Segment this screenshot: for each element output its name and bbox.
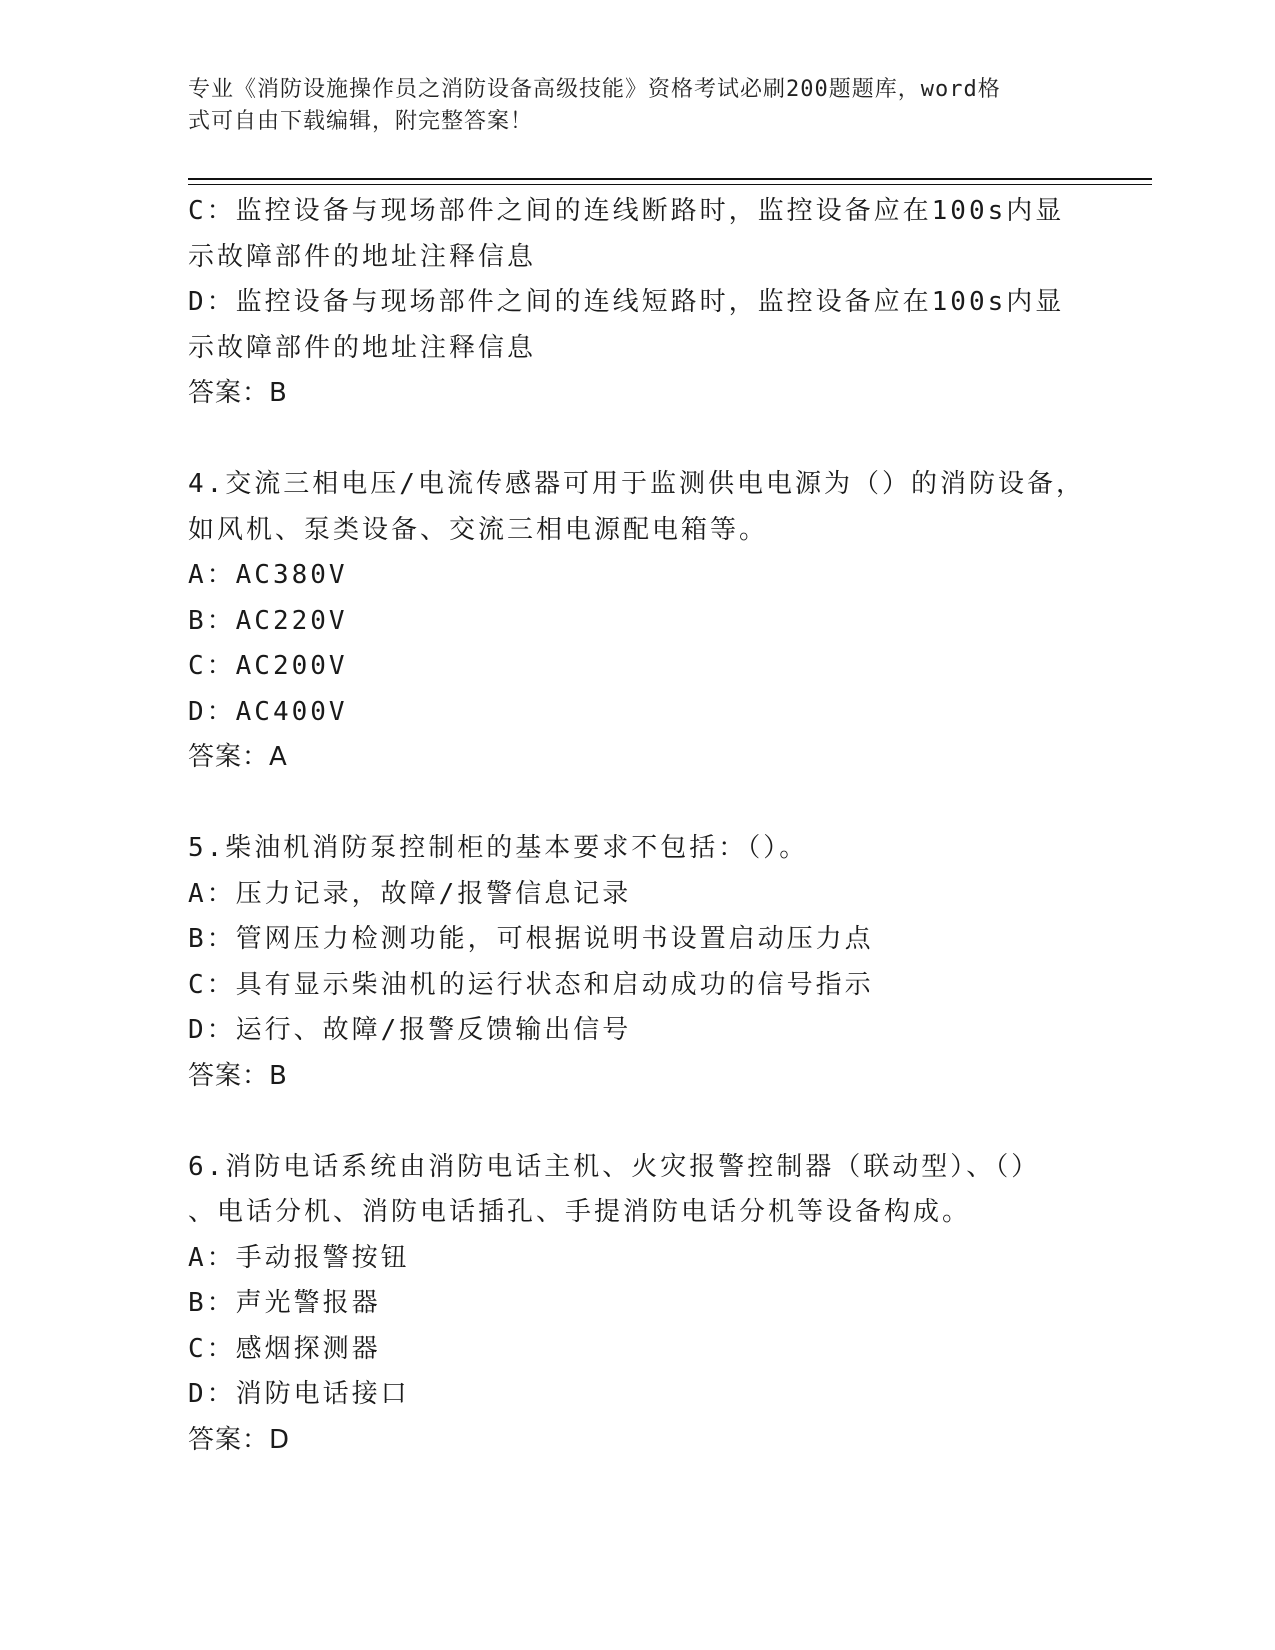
question-list: [188, 189, 1088, 1463]
spacer: [188, 1099, 1088, 1145]
page-header: [188, 74, 1068, 138]
spacer: [188, 781, 1088, 827]
header-line-1: 专业《消防设施操作员之消防设备高级技能》资格考试必刷200题题库，word格: [188, 77, 1001, 102]
spacer: [188, 417, 1088, 463]
question-5: [188, 826, 1088, 1099]
option-c: C：具有显示柴油机的运行状态和启动成功的信号指示: [188, 969, 874, 1000]
header-rule-thick: [188, 178, 1152, 180]
option-b: B：声光警报器: [188, 1288, 381, 1318]
option-a: A：手动报警按钮: [188, 1242, 410, 1273]
option-c-line-2: 示故障部件的地址注释信息: [188, 241, 537, 272]
answer-6: 答案：D: [188, 1424, 291, 1455]
answer-3: 答案：B: [188, 378, 288, 408]
option-d-line-2: 示故障部件的地址注释信息: [188, 332, 537, 363]
option-c: C：感烟探测器: [188, 1333, 381, 1364]
question-3-tail: [188, 189, 1088, 417]
option-b: B：管网压力检测功能，可根据说明书设置启动压力点: [188, 924, 874, 954]
question-4: [188, 462, 1088, 781]
answer-4: 答案：A: [188, 742, 288, 772]
question-6: [188, 1145, 1088, 1464]
answer-5: 答案：B: [188, 1060, 288, 1091]
option-c-line-1: C：监控设备与现场部件之间的连线断路时，监控设备应在100s内显: [188, 196, 1065, 226]
option-d-line-1: D：监控设备与现场部件之间的连线短路时，监控设备应在100s内显: [188, 287, 1065, 317]
option-d: D：消防电话接口: [188, 1379, 410, 1409]
header-line-2: 式可自由下载编辑，附完整答案！: [188, 109, 534, 134]
question-4-stem-line-1: 4.交流三相电压/电流传感器可用于监测供电电源为（）的消防设备，: [188, 469, 1085, 499]
question-6-stem-line-2: 、电话分机、消防电话插孔、手提消防电话分机等设备构成。: [188, 1197, 972, 1227]
header-rule-thin: [188, 184, 1152, 185]
option-d: D：运行、故障/报警反馈输出信号: [188, 1015, 632, 1045]
question-5-stem: 5.柴油机消防泵控制柜的基本要求不包括：（）。: [188, 833, 809, 863]
option-b: B：AC220V: [188, 605, 348, 636]
option-c: C：AC200V: [188, 651, 348, 681]
option-a: A：AC380V: [188, 560, 348, 590]
option-a: A：压力记录，故障/报警信息记录: [188, 878, 632, 909]
question-4-stem-line-2: 如风机、泵类设备、交流三相电源配电箱等。: [188, 514, 769, 545]
option-d: D：AC400V: [188, 696, 348, 727]
question-6-stem-line-1: 6.消防电话系统由消防电话主机、火灾报警控制器（联动型）、（）: [188, 1151, 1041, 1182]
